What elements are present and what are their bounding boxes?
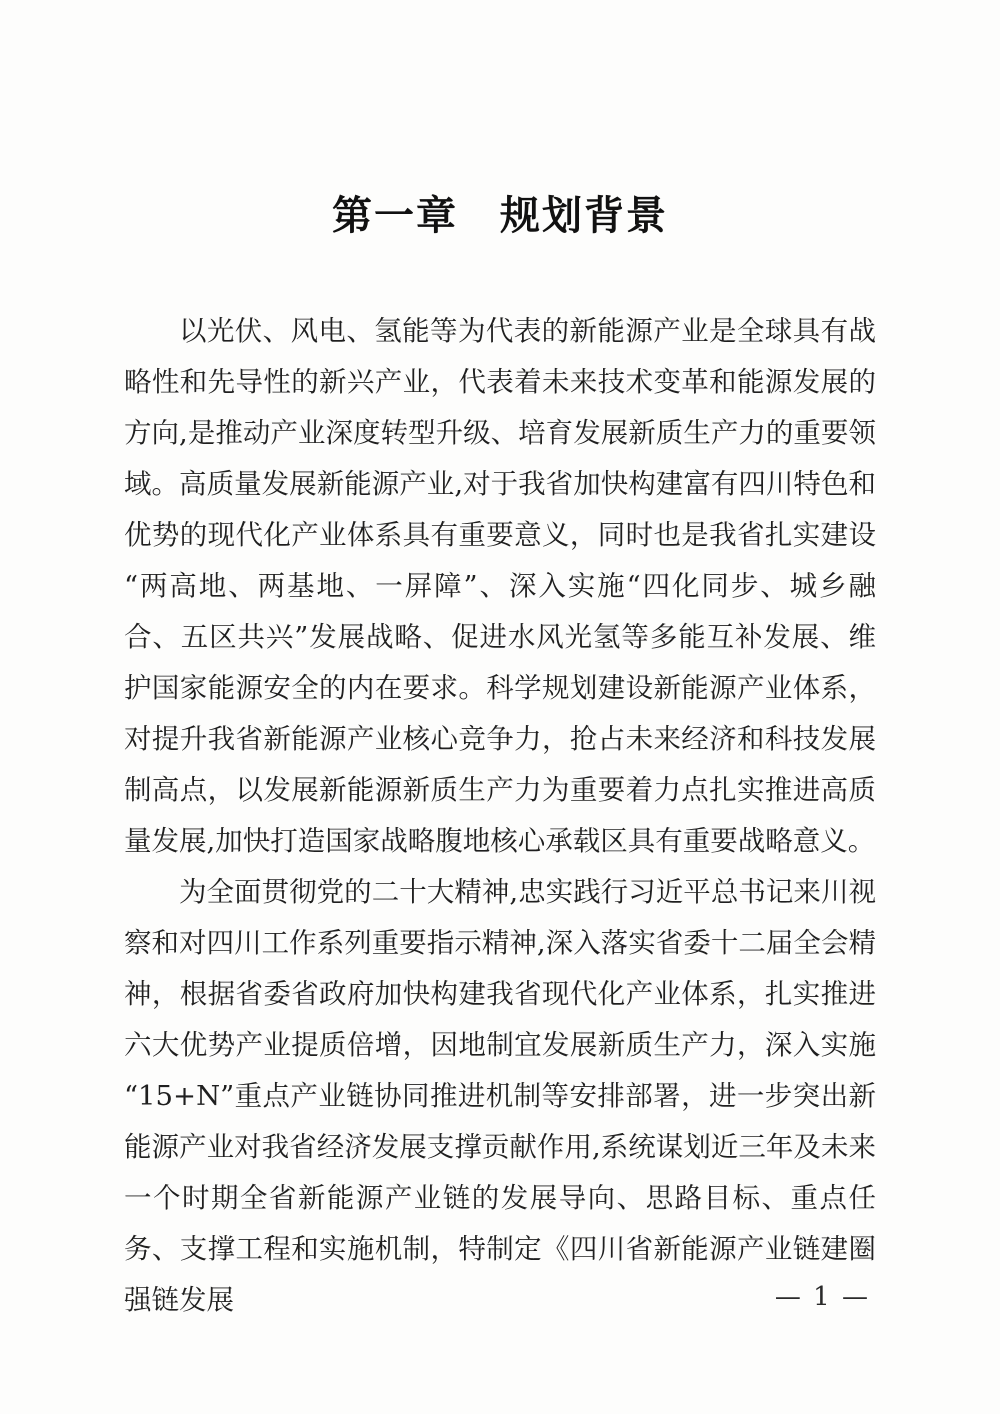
chapter-title: 第一章 规划背景 [332,192,668,239]
document-body [124,306,876,1326]
page-footer [775,1282,870,1312]
paragraph-2: 为全面贯彻党的二十大精神,忠实践行习近平总书记来川视察和对四川工作系列重要指示精神,深入落实省委十二届全会精神，根据省委省政府加快构建我省现代化产业体系，扎实推进六大优势产业提质倍增，因地制宜发展新质生产力，深入实施“15+N”重点产业链协同推进机制等安排部署，进一步突出新能源产业对我省经济发展支撑贡献作用,系统谋划近三年及未来一个时期全省新能源产业链的发展导向、思路目标、重点任务、支撑工程和实施机制，特制定《四川省新能源产业链建圈强链发展 [124,876,876,1316]
page-number: — 1 — [774,1282,870,1312]
paragraph-1: 以光伏、风电、氢能等为代表的新能源产业是全球具有战略性和先导性的新兴产业，代表着未来技术变革和能源发展的方向,是推动产业深度转型升级、培育发展新质生产力的重要领域。高质量发展新能源产业,对于我省加快构建富有四川特色和优势的现代化产业体系具有重要意义，同时也是我省扎实建设“两高地、两基地、一屏障”、深入实施“四化同步、城乡融合、五区共兴”发展战略、促进水风光氢等多能互补发展、维护国家能源安全的内在要求。科学规划建设新能源产业体系，对提升我省新能源产业核心竞争力，抢占未来经济和科技发展制高点，以发展新能源新质生产力为重要着力点扎实推进高质量发展,加快打造国家战略腹地核心承载区具有重要战略意义。 [124,315,876,857]
